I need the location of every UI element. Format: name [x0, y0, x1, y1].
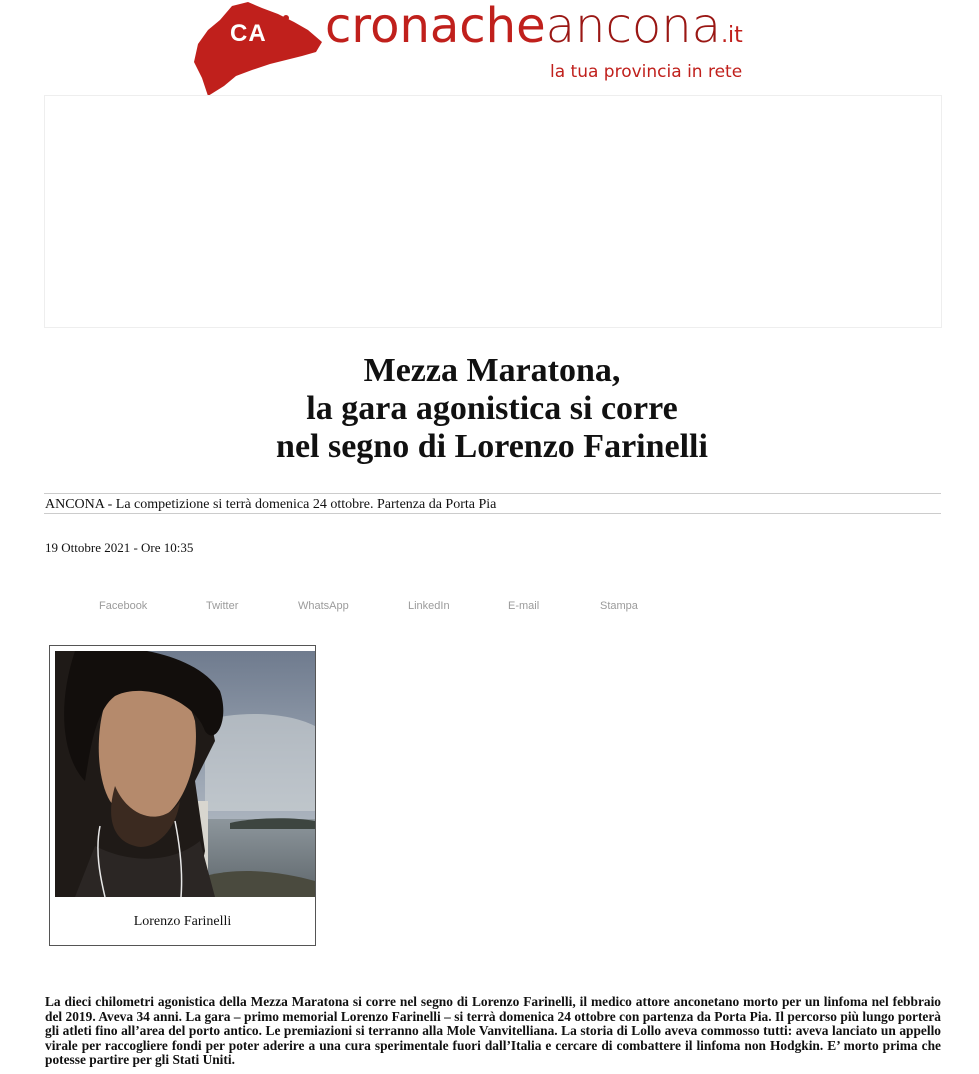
site-logo[interactable]	[190, 0, 810, 96]
share-print-link[interactable]: Stampa	[600, 600, 638, 612]
logo-brand-part1: cronache	[325, 0, 546, 54]
article-figure	[49, 645, 316, 946]
ad-banner-placeholder	[44, 95, 942, 328]
photo-caption: Lorenzo Farinelli	[133, 914, 232, 929]
headline-line-1: Mezza Maratona,	[363, 352, 621, 389]
logo-wordmark	[325, 0, 743, 68]
share-whatsapp-link[interactable]: WhatsApp	[298, 600, 349, 612]
share-twitter-link[interactable]: Twitter	[206, 600, 239, 612]
logo-brand-part2: ancona	[545, 0, 722, 54]
headline-line-3: nel segno di Lorenzo Farinelli	[276, 428, 708, 465]
portrait-photo-icon	[55, 651, 315, 897]
article-date: 19 Ottobre 2021 - Ore 10:35	[45, 540, 194, 555]
logo-tagline: la tua provincia in rete	[550, 62, 743, 82]
share-facebook-link[interactable]: Facebook	[99, 600, 148, 612]
share-linkedin-link[interactable]: LinkedIn	[408, 600, 450, 612]
article-summary: ANCONA - La competizione si terrà domenica 24 ottobre. Partenza da Porta Pia	[44, 493, 941, 514]
headline-line-2: la gara agonistica si corre	[306, 390, 678, 427]
share-email-link[interactable]: E-mail	[508, 600, 540, 612]
article-body: La dieci chilometri agonistica della Mezza Maratona si corre nel segno di Lorenzo Farinelli, il medico attore anconetano morto per un linfoma nel febbraio del 2019. Aveva 34 anni. La gara – primo memorial Lorenzo Farinelli – si terrà domenica 24 ottobre con partenza da Porta Pia. Il percorso più lungo porterà gli atleti fino all’area del porto antico. Le premiazioni si terranno alla Mole Vanvitelliana. La storia di Lollo aveva commosso tutti: aveva lanciato un appello virale per raccogliere fondi per poter aderire a una cura sperimentale fuori dall’Italia e cercare di combattere il linfoma non Hodgkin. E’ morto prima che potesse partire per gli Stati Uniti.	[45, 994, 941, 1068]
logo-badge: CA	[230, 20, 267, 47]
article-headline	[44, 352, 940, 466]
article-photo[interactable]	[55, 651, 315, 897]
logo-brand-tld: .it	[721, 23, 743, 48]
map-shape-icon	[190, 0, 330, 96]
